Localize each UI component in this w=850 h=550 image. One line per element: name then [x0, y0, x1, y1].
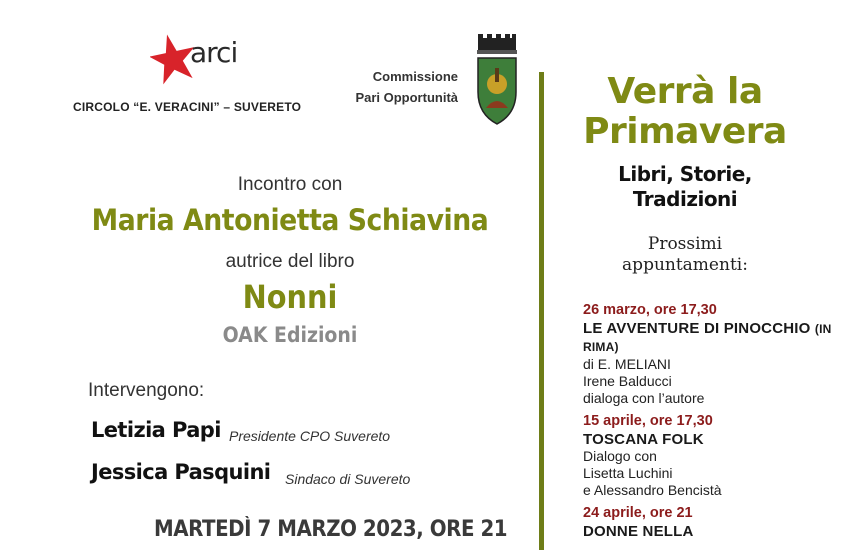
book-title: Nonni	[242, 278, 338, 316]
speaker-role: Sindaco di Suvereto	[285, 471, 411, 487]
event-item-line: e Alessandro Bencistà	[583, 482, 722, 498]
event-item-title: DONNE NELLA	[583, 523, 694, 540]
publisher: OAK Edizioni	[222, 323, 358, 347]
suvereto-crest-icon	[472, 34, 522, 126]
event-item-line: Irene Balducci	[583, 373, 672, 389]
series-subtitle	[560, 162, 810, 212]
event-item-date: 26 marzo, ore 17,30	[583, 302, 717, 318]
event-item-title: TOSCANA FOLK	[583, 431, 704, 448]
event-item	[583, 300, 833, 407]
commission-line-1: Commissione	[372, 69, 458, 84]
event-item-line: dialoga con l’autore	[583, 390, 705, 406]
event-item-title-main: LE AVVENTURE DI PINOCCHIO	[583, 320, 811, 337]
event-item	[583, 411, 833, 499]
speaker-role: Presidente CPO Suvereto	[229, 428, 391, 444]
series-title	[560, 72, 810, 152]
event-date: MARTEDÌ 7 MARZO 2023, ORE 21	[154, 517, 508, 542]
series-title-line-1: Verrà la	[607, 71, 763, 112]
speakers-heading: Intervengono:	[88, 380, 205, 401]
series-subtitle-line-1: Libri, Storie,	[618, 162, 752, 186]
event-item-line: Lisetta Luchini	[583, 465, 673, 481]
speaker-name: Letizia Papi	[91, 418, 221, 442]
event-item	[583, 503, 833, 540]
speaker-name: Jessica Pasquini	[91, 460, 271, 484]
event-item-title-note: (IN RIMA)	[583, 322, 832, 354]
arci-logo-text: arci	[190, 36, 238, 69]
event-item-line: Dialogo con	[583, 448, 657, 464]
series-subtitle-line-2: Tradizioni	[632, 187, 738, 211]
intro-text: Incontro con	[237, 174, 343, 195]
upcoming-heading	[560, 234, 810, 276]
commission-label	[328, 66, 458, 108]
event-item-date: 15 aprile, ore 17,30	[583, 413, 713, 429]
commission-line-2: Pari Opportunità	[355, 90, 458, 105]
events-list	[583, 300, 833, 544]
event-item-date: 24 aprile, ore 21	[583, 505, 693, 521]
series-title-line-2: Primavera	[583, 111, 787, 152]
event-item-line: di E. MELIANI	[583, 356, 671, 372]
author-caption: autrice del libro	[225, 251, 355, 272]
event-item-title	[583, 320, 833, 356]
column-divider	[539, 72, 544, 550]
upcoming-line-2: appuntamenti:	[622, 255, 748, 275]
upcoming-line-1: Prossimi	[647, 234, 723, 254]
circolo-name: CIRCOLO “E. VERACINI” – SUVERETO	[73, 100, 302, 114]
author-name: Maria Antonietta Schiavina	[91, 203, 489, 237]
